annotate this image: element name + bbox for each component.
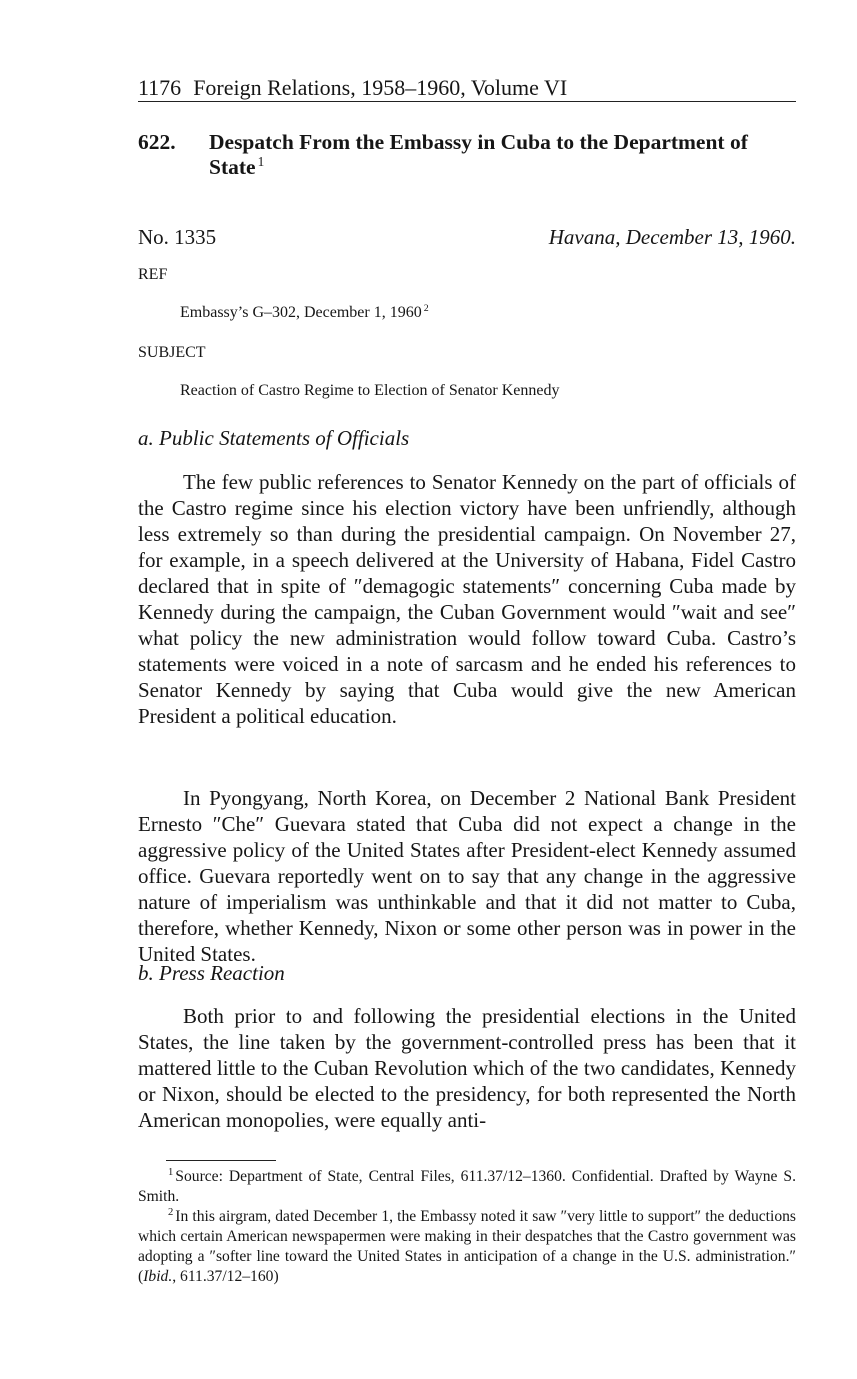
despatch-number: No. 1335 bbox=[138, 225, 217, 249]
footnote-1-text: Source: Department of State, Central Files, 611.37/12–1360. Confidential. Drafted by Wayne S. Smith. bbox=[138, 1168, 796, 1205]
paragraph-press-reaction-1: Both prior to and following the presidential elections in the United States, the line taken by the government-controlled press has been that it mattered little to the Cuban Revolution which of the two candidates, Kennedy or Nixon, should be elected to the presidency, for both represented the North American monopolies, were equally anti- bbox=[138, 1004, 796, 1132]
ref-text-body: Embassy’s G–302, December 1, 1960 bbox=[180, 304, 422, 321]
subject-label: SUBJECT bbox=[138, 344, 206, 361]
footnote-2-ibid: Ibid. bbox=[143, 1268, 173, 1285]
page-number: 1176 bbox=[138, 75, 182, 100]
section-heading-a: a. Public Statements of Officials bbox=[138, 426, 410, 450]
ref-text bbox=[180, 304, 429, 322]
document-number: 622. bbox=[138, 130, 176, 154]
subject-text: Reaction of Castro Regime to Election of Senator Kennedy bbox=[180, 382, 560, 399]
ref-label: REF bbox=[138, 266, 168, 283]
footnote-2-mark: 2 bbox=[168, 1206, 174, 1218]
document-title-text: Despatch From the Embassy in Cuba to the Department of State bbox=[209, 130, 748, 179]
footnote-ref-2: 2 bbox=[423, 302, 429, 314]
footnote-1 bbox=[138, 1167, 796, 1207]
paragraph-public-statements-2: In Pyongyang, North Korea, on December 2 National Bank President Ernesto ″Che″ Guevara stated that Cuba did not expect a change in the aggressive policy of the United States after President-elect Kennedy assumed office. Guevara reportedly went on to say that any change in the aggressive nature of imperialism was unthinkable and that it did not matter to Cuba, therefore, whether Kennedy, Nixon or some other person was in power in the United States. bbox=[138, 786, 796, 966]
footnote-1-mark: 1 bbox=[168, 1166, 174, 1178]
section-heading-b: b. Press Reaction bbox=[138, 961, 285, 985]
footnote-rule bbox=[166, 1160, 276, 1161]
paragraph-public-statements-1: The few public references to Senator Kennedy on the part of officials of the Castro regime since his election victory have been unfriendly, although less extremely so than during the presidential campaign. On November 27, for example, in a speech delivered at the University of Habana, Fidel Castro declared that in spite of ″demagogic statements″ concerning Cuba made by Kennedy during the campaign, the Cuban Government would ″wait and see″ what policy the new administration would follow toward Cuba. Castro’s statements were voiced in a note of sarcasm and he ended his references to Senator Kennedy by saying that Cuba would give the new American President a political education. bbox=[138, 470, 796, 728]
footnote-ref-1: 1 bbox=[257, 153, 265, 169]
running-title: Foreign Relations, 1958–1960, Volume VI bbox=[193, 75, 568, 100]
place-date: Havana, December 13, 1960. bbox=[548, 225, 796, 249]
document-title bbox=[209, 130, 796, 180]
footnote-2 bbox=[138, 1207, 796, 1287]
running-header bbox=[138, 75, 796, 102]
footnote-2-text: In this airgram, dated December 1, the Embassy noted it saw ″very little to support″ the deductions which certain American newspapermen were making in their despatches that the Castro government was adopting a ″softer line toward the United States in anticipation of a change in the U.S. administration.″ ( bbox=[138, 1208, 796, 1285]
footnote-2-tail: , 611.37/12–160) bbox=[172, 1268, 279, 1285]
